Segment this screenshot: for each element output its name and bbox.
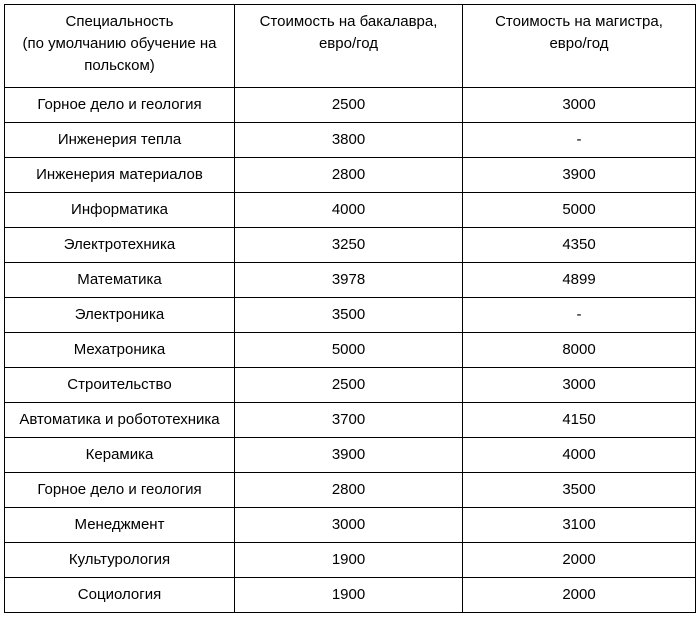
header-bachelor-line-1: Стоимость на бакалавра, [259,13,438,30]
table-row [5,508,696,543]
specialty-cell: Керамика [5,438,235,473]
table-row [5,123,696,158]
master-cost-cell: 5000 [463,193,696,228]
specialty-cell: Строительство [5,368,235,403]
master-cost-cell: 2000 [463,578,696,613]
master-cost-cell: 3100 [463,508,696,543]
master-cost-cell: - [463,123,696,158]
header-master-line-1: Стоимость на магистра, [495,13,663,30]
bachelor-cost-cell: 3000 [235,508,463,543]
table-row [5,158,696,193]
master-cost-cell: 4000 [463,438,696,473]
specialty-cell: Горное дело и геология [5,88,235,123]
bachelor-cost-cell: 2800 [235,473,463,508]
specialty-cell: Менеджмент [5,508,235,543]
specialty-cell: Культурология [5,543,235,578]
header-row [5,5,696,88]
master-cost-cell: 3000 [463,88,696,123]
specialty-cell: Горное дело и геология [5,473,235,508]
bachelor-cost-cell: 2800 [235,158,463,193]
specialty-cell: Мехатроника [5,333,235,368]
bachelor-cost-cell: 2500 [235,368,463,403]
table-row [5,333,696,368]
bachelor-cost-cell: 5000 [235,333,463,368]
header-master-cost [463,5,696,88]
bachelor-cost-cell: 4000 [235,193,463,228]
table-row [5,368,696,403]
tuition-table [4,4,696,613]
bachelor-cost-cell: 3800 [235,123,463,158]
master-cost-cell: 4150 [463,403,696,438]
header-specialty-line-2: (по умолчанию обучение на [22,35,217,52]
specialty-cell: Математика [5,263,235,298]
bachelor-cost-cell: 2500 [235,88,463,123]
header-bachelor-line-2: евро/год [318,35,379,52]
master-cost-cell: 3000 [463,368,696,403]
header-master-line-2: евро/год [549,35,609,52]
bachelor-cost-cell: 1900 [235,578,463,613]
specialty-cell: Автоматика и робототехника [5,403,235,438]
table-row [5,438,696,473]
master-cost-cell: 3900 [463,158,696,193]
header-bachelor-cost [235,5,463,88]
specialty-cell: Электроника [5,298,235,333]
specialty-cell: Инженерия материалов [5,158,235,193]
master-cost-cell: 4899 [463,263,696,298]
master-cost-cell: 2000 [463,543,696,578]
specialty-cell: Информатика [5,193,235,228]
table-row [5,403,696,438]
header-specialty [5,5,235,88]
master-cost-cell: 4350 [463,228,696,263]
master-cost-cell: - [463,298,696,333]
bachelor-cost-cell: 3250 [235,228,463,263]
header-specialty-line-1: Специальность [65,13,174,30]
bachelor-cost-cell: 3700 [235,403,463,438]
specialty-cell: Инженерия тепла [5,123,235,158]
bachelor-cost-cell: 3900 [235,438,463,473]
specialty-cell: Социология [5,578,235,613]
table-row [5,298,696,333]
table-row [5,193,696,228]
master-cost-cell: 3500 [463,473,696,508]
table-row [5,578,696,613]
bachelor-cost-cell: 1900 [235,543,463,578]
header-specialty-line-3: польском) [84,57,155,74]
specialty-cell: Электротехника [5,228,235,263]
table-row [5,543,696,578]
table-row [5,228,696,263]
table-row [5,88,696,123]
master-cost-cell: 8000 [463,333,696,368]
bachelor-cost-cell: 3500 [235,298,463,333]
table-row [5,473,696,508]
table-row [5,263,696,298]
bachelor-cost-cell: 3978 [235,263,463,298]
